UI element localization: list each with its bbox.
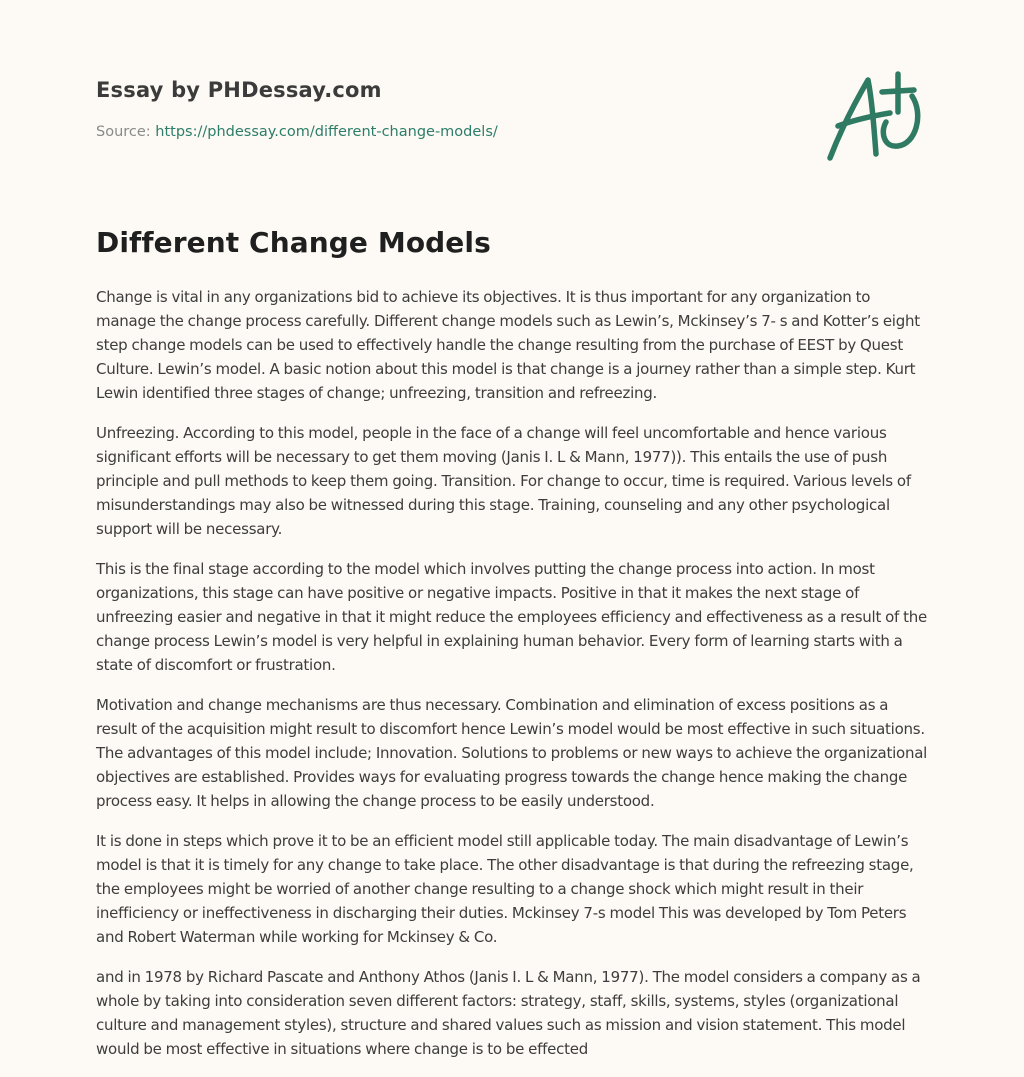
- paragraph: Change is vital in any organizations bid to achieve its objectives. It is thus important for any organization to manage the change process carefully. Different change models such as Lewin’s, Mckinsey’s 7- s and Kotter’s eight step change models can be used to effectively handle the change resulting from the purchase of EEST by Quest Culture. Lewin’s model. A basic notion about this model is that change is a journey rather than a simple step. Kurt Lewin identified three stages of change; unfreezing, transition and refreezing.: [96, 288, 920, 402]
- source-line: [96, 124, 498, 140]
- source-link[interactable]: https://phdessay.com/different-change-models/: [155, 124, 498, 140]
- page-header: [96, 0, 928, 180]
- paragraph: It is done in steps which prove it to be an efficient model still applicable today. The main disadvantage of Lewin’s model is that it is timely for any change to take place. The other disadvantage is that during the refreezing stage, the employees might be worried of another change resulting to a change shock which might result in their inefficiency or ineffectiveness in discharging their duties. Mckinsey 7-s model This was developed by Tom Peters and Robert Waterman while working for Mckinsey & Co.: [96, 832, 914, 946]
- paragraph: Motivation and change mechanisms are thus necessary. Combination and elimination of excess positions as a result of the acquisition might result to discomfort hence Lewin’s model would be most effective in such situations. The advantages of this model include; Innovation. Solutions to problems or new ways to achieve the organizational objectives are established. Provides ways for evaluating progress towards the change hence making the change process easy. It helps in allowing the change process to be easily understood.: [96, 696, 928, 810]
- a-plus-grade-icon: [824, 66, 930, 166]
- paragraph: and in 1978 by Richard Pascate and Anthony Athos (Janis I. L & Mann, 1977). The model considers a company as a whole by taking into consideration seven different factors: strategy, staff, skills, systems, styles (organizational culture and management styles), structure and shared values such as mission and vision statement. This model would be most effective in situations where change is to be effected: [96, 968, 921, 1058]
- brand-title: Essay by PHDessay.com: [96, 78, 382, 102]
- article-title: Different Change Models: [96, 226, 491, 259]
- article-body: [96, 285, 932, 1077]
- paragraph: Unfreezing. According to this model, people in the face of a change will feel uncomfortable and hence various significant efforts will be necessary to get them moving (Janis I. L & Mann, 1977)). This entails the use of push principle and pull methods to keep them going. Transition. For change to occur, time is required. Various levels of misunderstandings may also be witnessed during this stage. Training, counseling and any other psychological support will be necessary.: [96, 424, 911, 538]
- paragraph: This is the final stage according to the model which involves putting the change process into action. In most organizations, this stage can have positive or negative impacts. Positive in that it makes the next stage of unfreezing easier and negative in that it might reduce the employees efficiency and effectiveness as a result of the change process Lewin’s model is very helpful in explaining human behavior. Every form of learning starts with a state of discomfort or frustration.: [96, 560, 927, 674]
- source-label: Source:: [96, 124, 156, 140]
